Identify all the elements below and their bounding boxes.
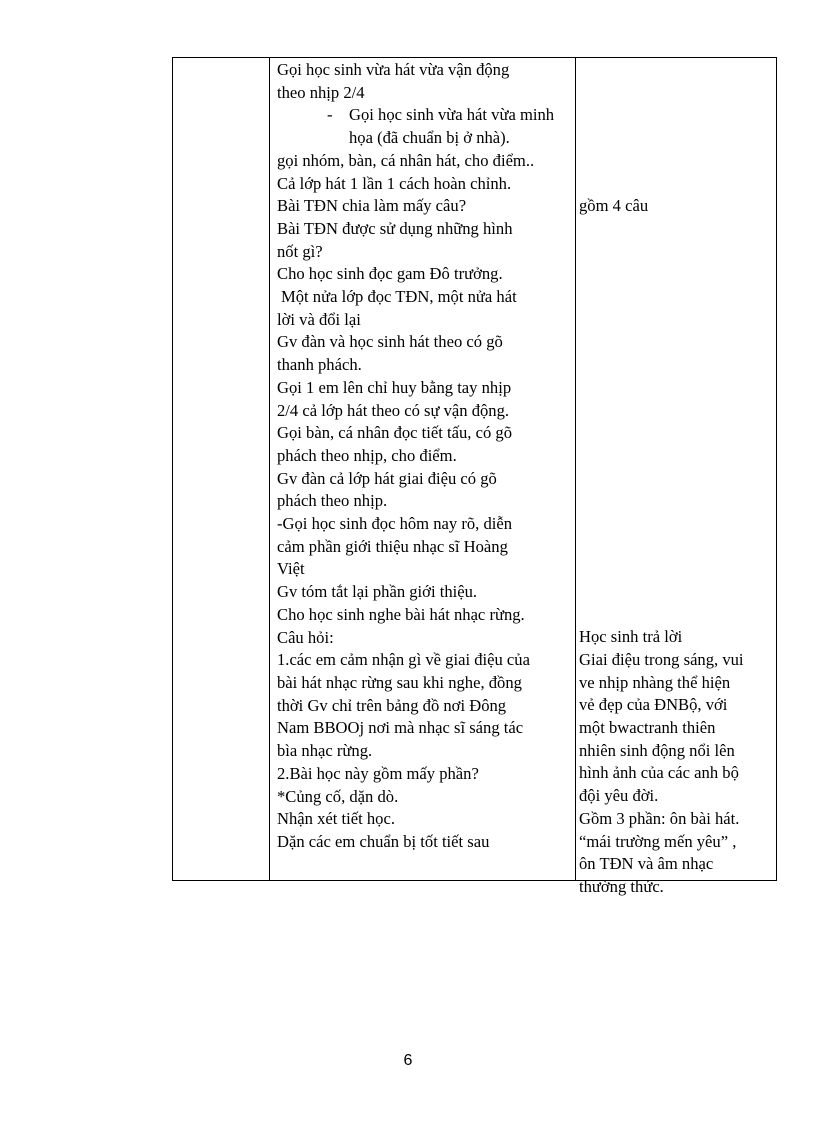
answer-line: Học sinh trả lời [579, 627, 683, 647]
answer-line: Giai điệu trong sáng, vui [579, 649, 744, 669]
text-line: Nam BBOOj nơi mà nhạc sĩ sáng tác [277, 718, 524, 738]
text-line: gọi nhóm, bàn, cá nhân hát, cho điểm.. [277, 150, 535, 170]
text-line: Gv đàn cả lớp hát giai điệu có gõ [277, 468, 497, 488]
text-line: Một nửa lớp đọc TĐN, một nửa hát [281, 287, 517, 307]
answer-line: ve nhịp nhàng thể hiện [579, 672, 731, 692]
page-number: 6 [403, 1052, 413, 1069]
text-line: Việt [277, 559, 305, 579]
text-line: Gọi 1 em lên chỉ huy bằng tay nhịp [277, 377, 512, 397]
student-activity-cell [579, 58, 777, 899]
text-line: Dặn các em chuẩn bị tốt tiết sau [277, 831, 490, 851]
text-line: *Củng cố, dặn dò. [277, 786, 399, 806]
answer-line: nhiên sinh động nổi lên [579, 740, 735, 760]
text-line: thanh phách. [277, 355, 362, 375]
answer-line: ôn TĐN và âm nhạc [579, 854, 714, 874]
answer-line: gồm 4 câu [579, 196, 649, 216]
text-line: Gv đàn và học sinh hát theo có gõ [277, 332, 503, 352]
text-line: phách theo nhịp. [277, 491, 388, 511]
bullet-line [277, 104, 573, 127]
text-line: Gọi học sinh vừa hát vừa vận động [277, 60, 510, 79]
text-line: Cả lớp hát 1 lần 1 cách hoàn chỉnh. [277, 173, 512, 193]
text-line: 1.các em cảm nhận gì về giai điệu của [277, 650, 530, 670]
text-line: theo nhịp 2/4 [277, 82, 365, 102]
text-line: Câu hỏi: [277, 627, 334, 647]
text-line: Bài TĐN được sử dụng những hình [277, 218, 513, 238]
text-line: Gv tóm tắt lại phần giới thiệu. [277, 582, 478, 602]
text-line: họa (đã chuẩn bị ở nhà). [349, 128, 510, 148]
text-line: thời Gv chỉ trên bảng đồ nơi Đông [277, 695, 507, 715]
text-line: cảm phần giới thiệu nhạc sĩ Hoàng [277, 536, 508, 556]
answer-line: vẻ đẹp của ĐNBộ, với [579, 695, 728, 715]
text-line: bìa nhạc rừng. [277, 741, 373, 761]
bullet-dash: - [327, 105, 333, 125]
text-line: phách theo nhịp, cho điểm. [277, 445, 457, 465]
lesson-table [172, 57, 777, 896]
text-line: Gọi bàn, cá nhân đọc tiết tấu, có gõ [277, 423, 513, 443]
text-line: nốt gì? [277, 241, 323, 261]
column-divider-left [269, 58, 270, 880]
text-line: 2/4 cả lớp hát theo có sự vận động. [277, 400, 510, 420]
answer-line: Gồm 3 phần: ôn bài hát. [579, 808, 740, 828]
answer-line: “mái trường mến yêu” , [579, 831, 737, 851]
text-line: lời và đổi lại [277, 309, 361, 329]
text-line: Cho học sinh đọc gam Đô trưởng. [277, 264, 503, 284]
answer-line: đội yêu đời. [579, 786, 659, 806]
answer-line: hình ảnh của các anh bộ [579, 763, 739, 783]
text-line: Nhận xét tiết học. [277, 809, 395, 829]
text-line: Cho học sinh nghe bài hát nhạc rừng. [277, 604, 525, 624]
teacher-activity-cell [277, 58, 573, 854]
text-line: Bài TĐN chia làm mấy câu? [277, 196, 467, 216]
text-line: bài hát nhạc rừng sau khi nghe, đồng [277, 672, 522, 692]
text-line: -Gọi học sinh đọc hôm nay rõ, diễn [277, 514, 513, 534]
text-line: 2.Bài học này gồm mấy phần? [277, 763, 479, 783]
answer-line: một bwactranh thiên [579, 718, 716, 738]
bullet-text: Gọi học sinh vừa hát vừa minh [349, 105, 555, 125]
column-divider-right [575, 58, 576, 880]
answer-line: thường thức. [579, 876, 664, 896]
